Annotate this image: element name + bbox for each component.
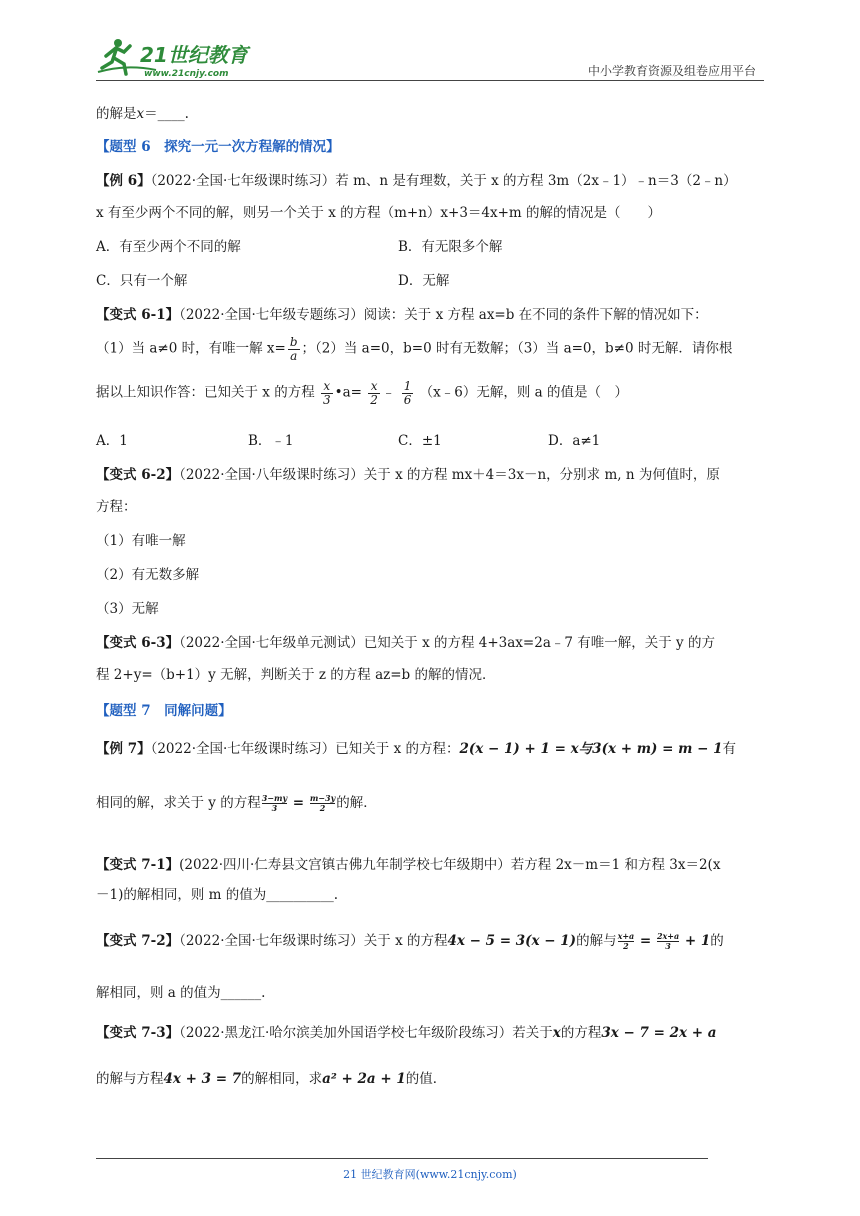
variant-6-2-item-1: （1）有唯一解 [96, 533, 186, 549]
example-6-option-b: B．有无限多个解 [398, 239, 503, 255]
example-7-line-2: 相同的解，求关于 y 的方程 $\frac{3-my}{3}$ = $\frac{m-3y}{2}$的解． [96, 793, 377, 813]
variant-7-3-line-2: 的解与方程4x + 3 = 7的解相同，求a² + 2a + 1的值． [96, 1071, 447, 1087]
variant-6-1-line-2: （1）当 a≠0 时，有唯一解 x= $\frac{b}{a}$ ；（2）当 a=0，b=0 时有无数解；（3）当 a=0，b≠0 时无解．请你根 [96, 335, 733, 363]
variant-6-2-line-2: 方程： [96, 499, 137, 515]
fraction-2x-a-over-3: $\frac{2x+a}{3}$ [656, 931, 680, 951]
site-logo [96, 34, 266, 80]
section-title-7: 【题型 7 同解问题】 [96, 703, 232, 719]
variant-6-3-line-2: 程 2+y=（b+1）y 无解，判断关于 z 的方程 az=b 的解的情况． [96, 667, 496, 683]
variant-6-1-option-b: B．﹣1 [248, 433, 294, 449]
variant-6-2-item-3: （3）无解 [96, 601, 159, 617]
example-6-line-1: 【例 6】（2022·全国·七年级课时练习）若 m、n 是有理数，关于 x 的方程 3m（2x﹣1）﹣n＝3（2﹣n） [96, 173, 737, 189]
variant-6-2-line-1: 【变式 6-2】（2022·全国·八年级课时练习）关于 x 的方程 mx＋4＝3x－n，分别求 m, n 为何值时，原 [96, 467, 720, 483]
example-6-option-d: D．无解 [398, 273, 450, 289]
fraction-x-over-2: $\frac{x}{2}$ [370, 379, 378, 407]
variant-6-1-option-d: D．a≠1 [548, 433, 601, 449]
variant-6-3-line-1: 【变式 6-3】（2022·全国·七年级单元测试）已知关于 x 的方程 4+3ax=2a﹣7 有唯一解，关于 y 的方 [96, 635, 715, 651]
variant-6-1-option-a: A．1 [96, 433, 128, 449]
variant-6-2-item-2: （2）有无数多解 [96, 567, 200, 583]
variant-7-3-line-1: 【变式 7-3】（2022·黑龙江·哈尔滨美加外国语学校七年级阶段练习）若关于x的方程3x − 7 = 2x + a [96, 1025, 717, 1041]
example-6-option-a: A．有至少两个不同的解 [96, 239, 241, 255]
header-divider [96, 80, 764, 81]
fraction-x-over-3: $\frac{x}{3}$ [323, 379, 331, 407]
example-6-option-c: C．只有一个解 [96, 273, 188, 289]
fraction-1-over-6: $\frac{1}{6}$ [403, 379, 412, 407]
variant-7-1-line-2: －1)的解相同，则 m 的值为__________. [96, 887, 339, 903]
variant-7-2-line-2: 解相同，则 a 的值为______. [96, 985, 266, 1001]
platform-name: 中小学教育资源及组卷应用平台 [587, 64, 756, 78]
variant-7-2-line-1: 【变式 7-2】（2022·全国·七年级课时练习）关于 x 的方程4x − 5 = 3(x − 1)的解与 $\frac{x+a}{2}$ = $\frac{2x+a}{3} + 1$的 [96, 931, 724, 951]
fraction-m-3y-over-2: $\frac{m-3y}{2}$ [309, 793, 336, 813]
variant-6-1-line-1: 【变式 6-1】（2022·全国·七年级专题练习）阅读：关于 x 方程 ax=b 在不同的条件下解的情况如下： [96, 307, 708, 323]
variant-6-1-line-3: 据以上知识作答：已知关于 x 的方程 $\frac{x}{3}$ •a= $\frac{x}{2}$ ﹣ $\frac{1}{6}$ （x﹣6）无解，则 a 的值是（ ） [96, 379, 628, 407]
variant-6-1-option-c: C．±1 [398, 433, 442, 449]
fraction-b-over-a: $\frac{b}{a}$ [289, 335, 298, 363]
logo-url: www.21cnjy.com [144, 69, 229, 79]
fraction-3-my-over-3: $\frac{3-my}{3}$ [261, 793, 288, 813]
section-title-6: 【题型 6 探究一元一次方程解的情况】 [96, 139, 340, 155]
example-6-line-2: x 有至少两个不同的解，则另一个关于 x 的方程（m+n）x+3＝4x+m 的解的情况是（ ） [96, 205, 662, 221]
fraction-x-a-over-2: $\frac{x+a}{2}$ [617, 931, 635, 951]
footer-divider [96, 1158, 708, 1159]
previous-answer-line: 的解是x＝____. [96, 106, 189, 122]
example-7-line-1: 【例 7】（2022·全国·七年级课时练习）已知关于 x 的方程：2(x − 1) + 1 = x与3(x + m) = m − 1有 [96, 741, 736, 757]
footer-text: 21 世纪教育网(www.21cnjy.com) [343, 1168, 517, 1181]
logo-text: 21世纪教育 [140, 43, 248, 67]
variant-7-1-line-1: 【变式 7-1】(2022·四川·仁寿县文宫镇古佛九年制学校七年级期中）若方程 2x－m＝1 和方程 3x＝2(x [96, 857, 721, 873]
